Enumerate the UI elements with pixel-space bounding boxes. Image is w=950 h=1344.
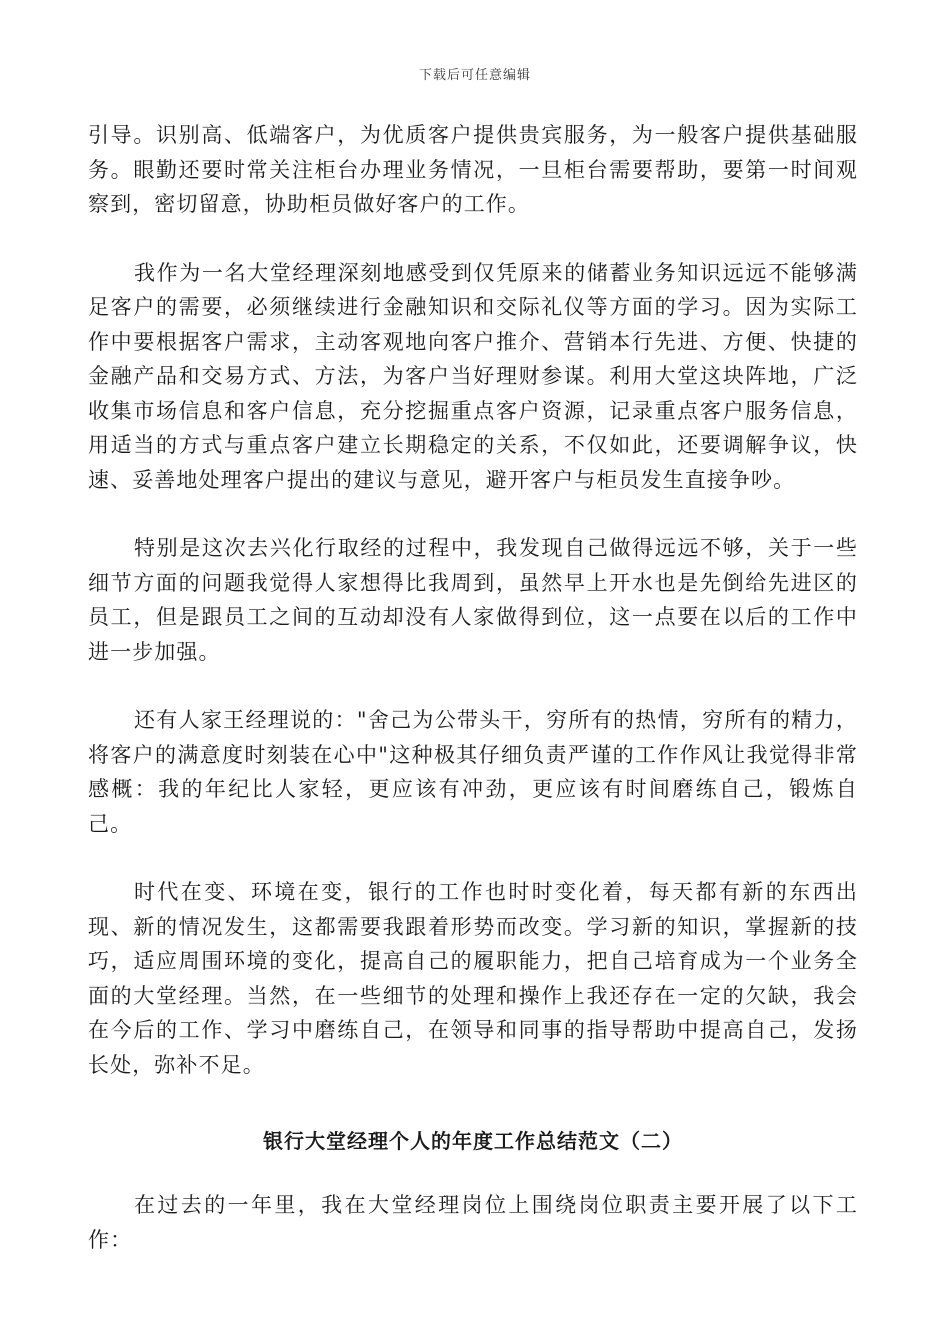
paragraph: 时代在变、环境在变，银行的工作也时时变化着，每天都有新的东西出现、新的情况发生，这都需要我跟着形势而改变。学习新的知识，掌握新的技巧，适应周围环境的变化，提高自己的履职能力，把自己培育成为一个业务全面的大堂经理。当然，在一些细节的处理和操作上我还存在一定的欠缺，我会在今后的工作、学习中磨练自己，在领导和同事的指导帮助中提高自己，发扬长处，弥补不足。 xyxy=(88,880,858,1077)
paragraph: 特别是这次去兴化行取经的过程中，我发现自己做得远远不够，关于一些细节方面的问题我觉得人家想得比我周到，虽然早上开水也是先倒给先进区的员工，但是跟员工之间的互动却没有人家做得到位，这一点要在以后的工作中进一步加强。 xyxy=(88,536,858,664)
section-first-paragraph: 在过去的一年里，我在大堂经理岗位上围绕岗位职责主要开展了以下工作： xyxy=(88,1193,858,1252)
paragraph-continued: 引导。识别高、低端客户，为优质客户提供贵宾服务，为一般客户提供基础服务。眼勤还要时常关注柜台办理业务情况，一旦柜台需要帮助，要第一时间观察到，密切留意，协助柜员做好客户的工作。 xyxy=(88,123,858,216)
paragraph: 还有人家王经理说的："舍己为公带头干，穷所有的热情，穷所有的精力，将客户的满意度时刻装在心中"这种极其仔细负责严谨的工作作风让我觉得非常感概：我的年纪比人家轻，更应该有冲劲，更应该有时间磨练自己，锻炼自己。 xyxy=(88,708,858,836)
document-body xyxy=(88,118,858,1291)
header-note: 下载后可任意编辑 xyxy=(418,68,531,83)
paragraph: 我作为一名大堂经理深刻地感受到仅凭原来的储蓄业务知识远远不能够满足客户的需要，必须继续进行金融知识和交际礼仪等方面的学习。因为实际工作中要根据客户需求，主动客观地向客户推介、营销本行先进、方便、快捷的金融产品和交易方式、方法，为客户当好理财参谋。利用大堂这块阵地，广泛收集市场信息和客户信息，充分挖掘重点客户资源，记录重点客户服务信息，用适当的方式与重点客户建立长期稳定的关系，不仅如此，还要调解争议，快速、妥善地处理客户提出的建议与意见，避开客户与柜员发生直接争吵。 xyxy=(88,260,858,492)
section-title: 银行大堂经理个人的年度工作总结范文（二） xyxy=(263,1129,683,1153)
